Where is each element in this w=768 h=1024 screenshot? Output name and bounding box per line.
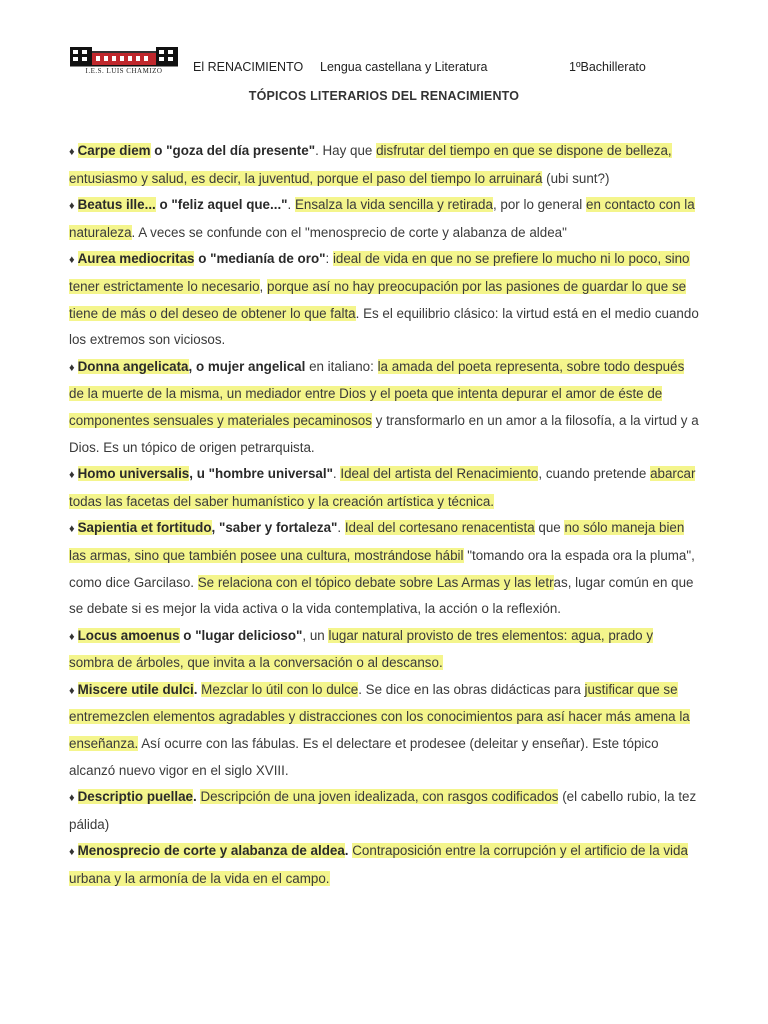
topic-aurea-mediocritas	[69, 246, 701, 353]
topic-highlight: no sólo maneja bien las armas, sino que también posee una cultura, mostrándose hábil	[69, 520, 685, 563]
diamond-bullet-icon: ♦	[69, 684, 75, 697]
topic-miscere-utile-dulci	[69, 677, 701, 784]
header-course: 1ºBachillerato	[569, 60, 646, 74]
topic-text: , por lo general	[492, 197, 587, 213]
topic-translation: , o mujer angelical	[188, 358, 306, 374]
topic-homo-universalis	[69, 461, 701, 515]
topic-menosprecio-de-corte	[69, 838, 701, 892]
header-subject: El RENACIMIENTO	[193, 60, 304, 74]
topic-text: (el cabello rubio, la tez pálida)	[69, 789, 697, 832]
topic-locus-amoenus	[69, 623, 701, 677]
topic-text: :	[325, 251, 333, 267]
diamond-bullet-icon: ♦	[69, 846, 75, 859]
topic-highlight: disfrutar del tiempo en que se dispone de belleza, entusiasmo y salud, es decir, la juventud, porque el paso del tiempo lo arruinará	[69, 143, 672, 186]
diamond-bullet-icon: ♦	[69, 254, 75, 267]
logo-caption: I.E.S. LUIS CHAMIZO	[85, 67, 163, 75]
diamond-bullet-icon: ♦	[69, 146, 75, 158]
topic-highlight: Ideal del cortesano renacentista	[344, 520, 535, 536]
school-logo	[70, 45, 178, 75]
topic-translation: , u "hombre universal"	[189, 466, 333, 482]
topic-term: Donna angelicata	[77, 358, 189, 374]
topic-highlight: lugar natural provisto de tres elementos: agua, prado y sombra de árboles, que invita a la conversación o al descanso.	[69, 627, 654, 671]
topic-text: . Se dice en las obras didácticas para	[358, 681, 585, 697]
topic-term: Miscere utile dulci	[77, 681, 194, 697]
topic-text: . A veces se confunde con el "menosprecio de corte y alabanza de aldea"	[131, 224, 567, 240]
topic-term: Menosprecio de corte y alabanza de aldea	[77, 843, 345, 859]
topic-text: . Hay que	[315, 143, 377, 158]
diamond-bullet-icon: ♦	[69, 469, 75, 482]
topic-term: Homo universalis	[77, 466, 190, 482]
topic-text: , un	[302, 627, 329, 643]
topic-text: .	[337, 520, 345, 536]
topic-text: .	[193, 681, 202, 697]
topic-term: Carpe diem	[77, 143, 151, 158]
topic-highlight: Contraposición entre la corrupción y el artificio de la vida urbana y la armonía de la vida en el campo.	[69, 843, 688, 887]
topic-text: Así ocurre con las fábulas. Es el delectare et prodesee (deleitar y enseñar). Este tópico alcanzó nuevo vigor en el siglo XVIII.	[69, 736, 659, 778]
topic-term: Sapientia et fortitudo	[77, 520, 212, 536]
topic-text: .	[287, 197, 295, 213]
header-subject-area: Lengua castellana y Literatura	[320, 60, 488, 74]
topic-carpe-diem	[69, 138, 701, 192]
topic-text: , cuando pretende	[538, 466, 651, 482]
topic-text: en italiano:	[305, 358, 378, 374]
topic-highlight: en contacto con la naturaleza	[69, 197, 695, 240]
document-title: TÓPICOS LITERARIOS DEL RENACIMIENTO	[248, 89, 520, 103]
diamond-bullet-icon: ♦	[69, 523, 75, 536]
topic-term: Aurea mediocritas	[77, 251, 195, 267]
topic-translation: o "goza del día presente"	[150, 143, 316, 158]
topic-highlight: ideal de vida en que no se prefiere lo mucho ni lo poco, sino tener estrictamente lo necesario	[69, 251, 690, 294]
diamond-bullet-icon: ♦	[69, 630, 75, 643]
diamond-bullet-icon: ♦	[69, 361, 75, 374]
topic-term: Locus amoenus	[77, 627, 180, 643]
topic-sapientia-et-fortitudo	[69, 515, 701, 622]
topic-highlight: porque así no hay preocupación por las pasiones de guardar lo que se tiene de más o del deseo de obtener lo que falta	[69, 278, 687, 321]
topic-text: "tomando ora la espada ora la pluma", como dice Garcilaso.	[69, 547, 695, 590]
topic-highlight: abarcar todas las facetas del saber humanístico y la creación artística y técnica.	[69, 466, 696, 509]
topic-text: .	[332, 466, 341, 482]
topic-highlight: justificar que se entremezclen elementos agradables y distracciones con los conocimientos para así hacer más amena la enseñanza.	[69, 681, 690, 752]
topic-text: .	[192, 789, 201, 805]
topic-donna-angelicata	[69, 354, 701, 461]
school-building-icon	[70, 45, 178, 67]
topic-text: (ubi sunt?)	[542, 170, 610, 186]
topic-highlight: Mezclar lo útil con lo dulce	[201, 681, 359, 697]
topic-text: as, lugar común en que se debate si es mejor la vida activa o la vida contemplativa, la acción o la reflexión.	[69, 574, 694, 617]
topic-text: . Es el equilibrio clásico: la virtud está en el medio cuando los extremos son viciosos.	[69, 305, 699, 348]
topic-term: Descriptio puellae	[77, 789, 193, 805]
diamond-bullet-icon: ♦	[69, 792, 75, 805]
topic-beatus-ille	[69, 192, 701, 246]
topic-term: Beatus ille...	[77, 197, 156, 213]
topic-highlight: Se relaciona con el tópico debate sobre Las Armas y las letr	[197, 574, 554, 590]
topic-highlight: Ideal del artista del Renacimiento	[340, 466, 539, 482]
topic-highlight: Descripción de una joven idealizada, con rasgos codificados	[200, 789, 559, 805]
topic-descriptio-puellae	[69, 784, 701, 838]
topic-translation: o "feliz aquel que..."	[155, 197, 288, 213]
topic-translation: o "medianía de oro"	[194, 251, 326, 267]
topic-text: y transformarlo en un amor a la filosofía, a la virtud y a Dios. Es un tópico de origen petrarquista.	[69, 412, 699, 455]
topic-text: que	[534, 520, 565, 536]
topic-translation: , "saber y fortaleza"	[211, 520, 338, 536]
topic-text: ,	[259, 278, 267, 294]
diamond-bullet-icon: ♦	[69, 200, 75, 213]
topic-text: .	[344, 843, 353, 859]
topic-translation: o "lugar delicioso"	[179, 627, 303, 643]
topics-list	[69, 138, 701, 893]
topic-highlight: Ensalza la vida sencilla y retirada	[294, 197, 493, 213]
topic-highlight: la amada del poeta representa, sobre todo después de la muerte de la misma, un mediador entre Dios y el poeta que intenta depurar el amor de éste de componentes sensuales y materiales pecaminosos	[69, 358, 685, 428]
